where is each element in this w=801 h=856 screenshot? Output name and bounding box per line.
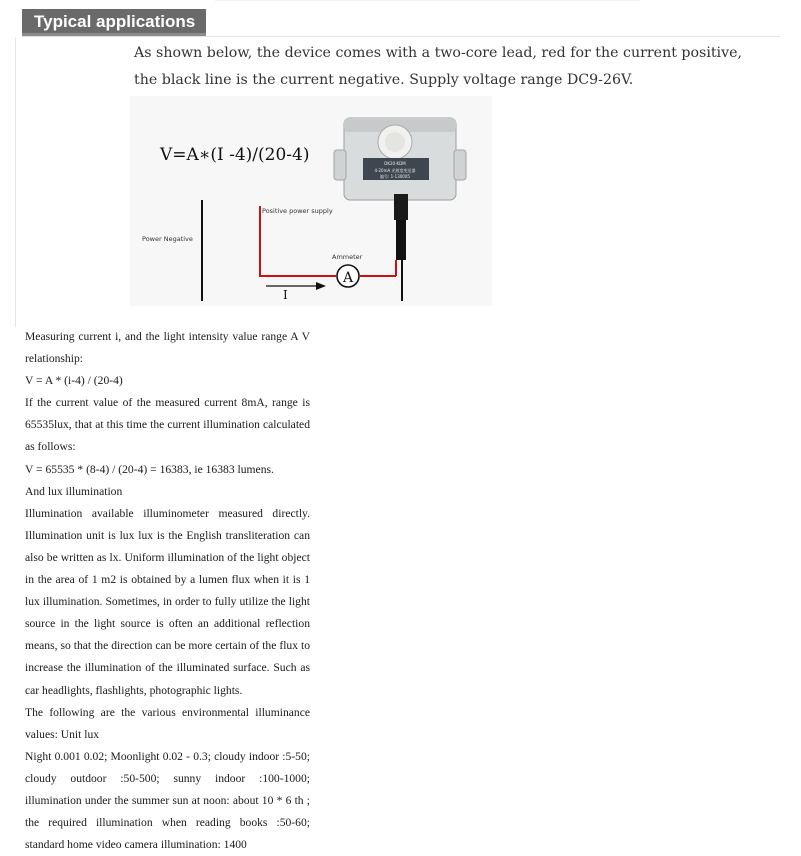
device-label-top: DK20-KDM <box>384 161 406 166</box>
paragraph-formula: V = A * (i-4) / (20-4) <box>25 374 123 388</box>
wiring-diagram <box>130 96 492 306</box>
intro-line-2: the black line is the current negative. Supply voltage range DC9-26V. <box>134 72 634 88</box>
article-body <box>25 326 310 856</box>
ammeter-letter: A <box>342 270 354 286</box>
paragraph-result: V = 65535 * (8-4) / (20-4) = 16383, ie 16383 lumens. <box>25 462 274 476</box>
paragraph-values: Night 0.001 0.02; Moonlight 0.02 - 0.3; cloudy indoor :5-50; cloudy outdoor :50-500; sunny indoor :100-1000; illumination under the summer sun at noon: about 10 * 6 th ; the required illumination when reading books :50-60; standard home video camera illumination: 1400 <box>25 749 310 852</box>
device-label-bot: 编号: 1-130005 <box>380 174 410 179</box>
paragraph-relationship: Measuring current i, and the light intensity value range A V relationship: <box>25 330 310 366</box>
intro-text <box>134 40 742 94</box>
positive-label: Positive power supply <box>262 207 333 215</box>
ammeter-label: Ammeter <box>332 253 363 261</box>
paragraph-heading-lux: And lux illumination <box>25 484 123 498</box>
top-divider <box>215 0 640 5</box>
formula-text: V=A∗(I -4)/(20-4) <box>160 145 310 165</box>
intro-line-1: As shown below, the device comes with a two-core lead, red for the current positive, <box>134 45 743 61</box>
current-label: I <box>283 288 288 302</box>
wiring-diagram-svg <box>130 96 492 306</box>
negative-label: Power Negative <box>142 235 193 243</box>
left-divider <box>15 37 16 327</box>
section-title: Typical applications <box>34 12 196 31</box>
device-label-mid: 4-20mA 光照度变送器 <box>374 168 416 173</box>
header-rule <box>22 36 780 37</box>
section-header <box>22 9 206 36</box>
paragraph-example: If the current value of the measured current 8mA, range is 65535lux, that at this time the current illumination calculated as follows: <box>25 396 310 454</box>
paragraph-illumination: Illumination available illuminometer measured directly. Illumination unit is lux lux is the English transliteration can also be written as lx. Uniform illumination of the light object in the area of 1 m2 is obtained by a lumen flux when it is 1 lux illumination. Sometimes, in order to fully utilize the light source in the light source is often an additional reflection means, so that the direction can be more certain of the flux to increase the illumination of the illuminated surface. Such as car headlights, flashlights, photographic lights. <box>25 506 310 697</box>
paragraph-values-intro: The following are the various environmental illuminance values: Unit lux <box>25 705 310 741</box>
